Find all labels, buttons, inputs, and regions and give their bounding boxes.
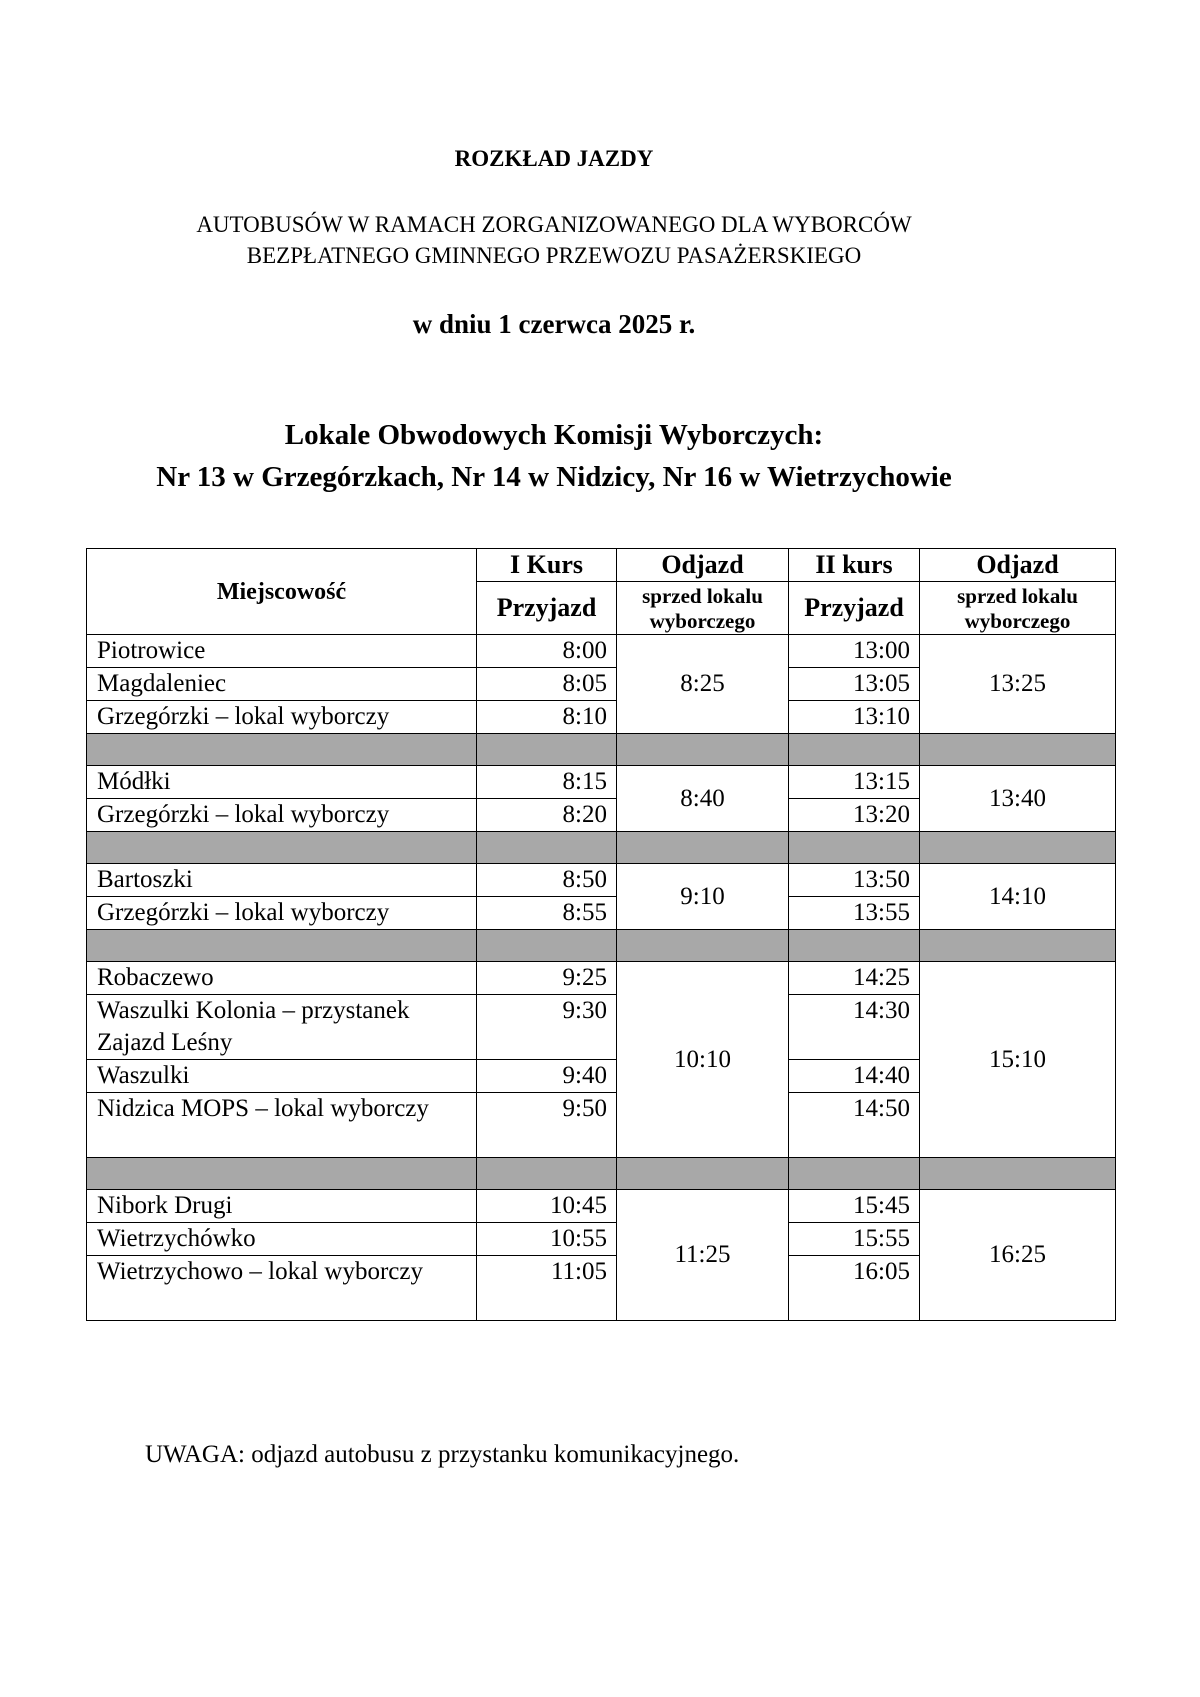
stop-place: Wietrzychowo – lokal wyborczy: [87, 1256, 477, 1321]
arrival-time-course-1: 11:05: [477, 1256, 617, 1321]
arrival-time-course-2: 14:25: [789, 962, 920, 995]
separator-cell: [920, 1158, 1116, 1190]
table-row: [87, 864, 1116, 897]
separator-cell: [617, 734, 789, 766]
arrival-time-course-1: 8:50: [477, 864, 617, 897]
arrival-time-course-1: 9:25: [477, 962, 617, 995]
arrival-time-course-1: 8:55: [477, 897, 617, 930]
locations-heading-line-2: Nr 13 w Grzegórzkach, Nr 14 w Nidzicy, Nr 16 w Wietrzychowie: [156, 461, 952, 493]
arrival-time-course-2: 13:10: [789, 701, 920, 734]
table-row: [87, 635, 1116, 668]
arrival-time-course-1: 8:20: [477, 799, 617, 832]
departure-time-course-2: 13:25: [920, 635, 1116, 734]
header-departure-note-2: sprzed lokalu wyborczego: [920, 582, 1116, 635]
separator-row: [87, 930, 1116, 962]
header-course-2: II kurs: [789, 549, 920, 582]
document-title: ROZKŁAD JAZDY: [454, 146, 654, 171]
arrival-time-course-1: 10:45: [477, 1190, 617, 1223]
separator-cell: [477, 1158, 617, 1190]
stop-place: Grzegórzki – lokal wyborczy: [87, 897, 477, 930]
separator-cell: [477, 930, 617, 962]
stop-place: Waszulki: [87, 1060, 477, 1093]
departure-time-course-1: 9:10: [617, 864, 789, 930]
stop-place: Wietrzychówko: [87, 1223, 477, 1256]
arrival-time-course-2: 14:40: [789, 1060, 920, 1093]
arrival-time-course-2: 14:50: [789, 1093, 920, 1158]
arrival-time-course-1: 9:40: [477, 1060, 617, 1093]
arrival-time-course-1: 8:15: [477, 766, 617, 799]
departure-time-course-2: 13:40: [920, 766, 1116, 832]
departure-time-course-1: 8:25: [617, 635, 789, 734]
header-course-1: I Kurs: [477, 549, 617, 582]
subtitle-line-1: AUTOBUSÓW W RAMACH ZORGANIZOWANEGO DLA WYBORCÓW: [196, 212, 912, 237]
header-arrival-1: Przyjazd: [477, 582, 617, 635]
departure-time-course-1: 11:25: [617, 1190, 789, 1321]
arrival-time-course-1: 8:00: [477, 635, 617, 668]
separator-cell: [617, 1158, 789, 1190]
arrival-time-course-2: 13:20: [789, 799, 920, 832]
header-departure-1: Odjazd: [617, 549, 789, 582]
note: UWAGA: odjazd autobusu z przystanku komunikacyjnego.: [145, 1441, 740, 1468]
departure-time-course-1: 8:40: [617, 766, 789, 832]
stop-place: Grzegórzki – lokal wyborczy: [87, 701, 477, 734]
arrival-time-course-2: 14:30: [789, 995, 920, 1060]
table-row: [87, 766, 1116, 799]
header-row-1: [87, 549, 1116, 582]
stop-place: Grzegórzki – lokal wyborczy: [87, 799, 477, 832]
schedule-table: [86, 548, 1116, 1321]
table-row: [87, 962, 1116, 995]
stop-place: Magdaleniec: [87, 668, 477, 701]
separator-cell: [789, 734, 920, 766]
separator-cell: [617, 930, 789, 962]
arrival-time-course-1: 8:05: [477, 668, 617, 701]
separator-cell: [920, 734, 1116, 766]
header-arrival-2: Przyjazd: [789, 582, 920, 635]
separator-row: [87, 1158, 1116, 1190]
stop-place: Waszulki Kolonia – przystanek Zajazd Leśny: [87, 995, 477, 1060]
stop-place: Nidzica MOPS – lokal wyborczy: [87, 1093, 477, 1158]
arrival-time-course-2: 13:55: [789, 897, 920, 930]
separator-cell: [87, 930, 477, 962]
separator-cell: [789, 930, 920, 962]
arrival-time-course-2: 13:05: [789, 668, 920, 701]
separator-cell: [920, 930, 1116, 962]
separator-cell: [87, 734, 477, 766]
arrival-time-course-2: 15:55: [789, 1223, 920, 1256]
separator-cell: [87, 832, 477, 864]
stop-place: Robaczewo: [87, 962, 477, 995]
arrival-time-course-1: 9:30: [477, 995, 617, 1060]
departure-time-course-1: 10:10: [617, 962, 789, 1158]
separator-cell: [617, 832, 789, 864]
stop-place: Piotrowice: [87, 635, 477, 668]
stop-place: Nibork Drugi: [87, 1190, 477, 1223]
arrival-time-course-2: 13:15: [789, 766, 920, 799]
stop-place: Bartoszki: [87, 864, 477, 897]
arrival-time-course-1: 9:50: [477, 1093, 617, 1158]
locations-heading-line-1: Lokale Obwodowych Komisji Wyborczych:: [284, 419, 824, 451]
table-row: [87, 1190, 1116, 1223]
arrival-time-course-1: 10:55: [477, 1223, 617, 1256]
header-departure-note-1: sprzed lokalu wyborczego: [617, 582, 789, 635]
header-place: Miejscowość: [87, 549, 477, 635]
separator-cell: [477, 832, 617, 864]
separator-cell: [87, 1158, 477, 1190]
separator-cell: [920, 832, 1116, 864]
arrival-time-course-2: 15:45: [789, 1190, 920, 1223]
separator-cell: [789, 1158, 920, 1190]
header-departure-2: Odjazd: [920, 549, 1116, 582]
separator-row: [87, 734, 1116, 766]
departure-time-course-2: 16:25: [920, 1190, 1116, 1321]
arrival-time-course-2: 16:05: [789, 1256, 920, 1321]
schedule-table-body: [87, 549, 1116, 1321]
arrival-time-course-1: 8:10: [477, 701, 617, 734]
departure-time-course-2: 14:10: [920, 864, 1116, 930]
separator-row: [87, 832, 1116, 864]
date-line: w dniu 1 czerwca 2025 r.: [412, 309, 696, 339]
separator-cell: [477, 734, 617, 766]
arrival-time-course-2: 13:00: [789, 635, 920, 668]
departure-time-course-2: 15:10: [920, 962, 1116, 1158]
stop-place: Módłki: [87, 766, 477, 799]
arrival-time-course-2: 13:50: [789, 864, 920, 897]
subtitle-line-2: BEZPŁATNEGO GMINNEGO PRZEWOZU PASAŻERSKIEGO: [246, 243, 862, 268]
separator-cell: [789, 832, 920, 864]
